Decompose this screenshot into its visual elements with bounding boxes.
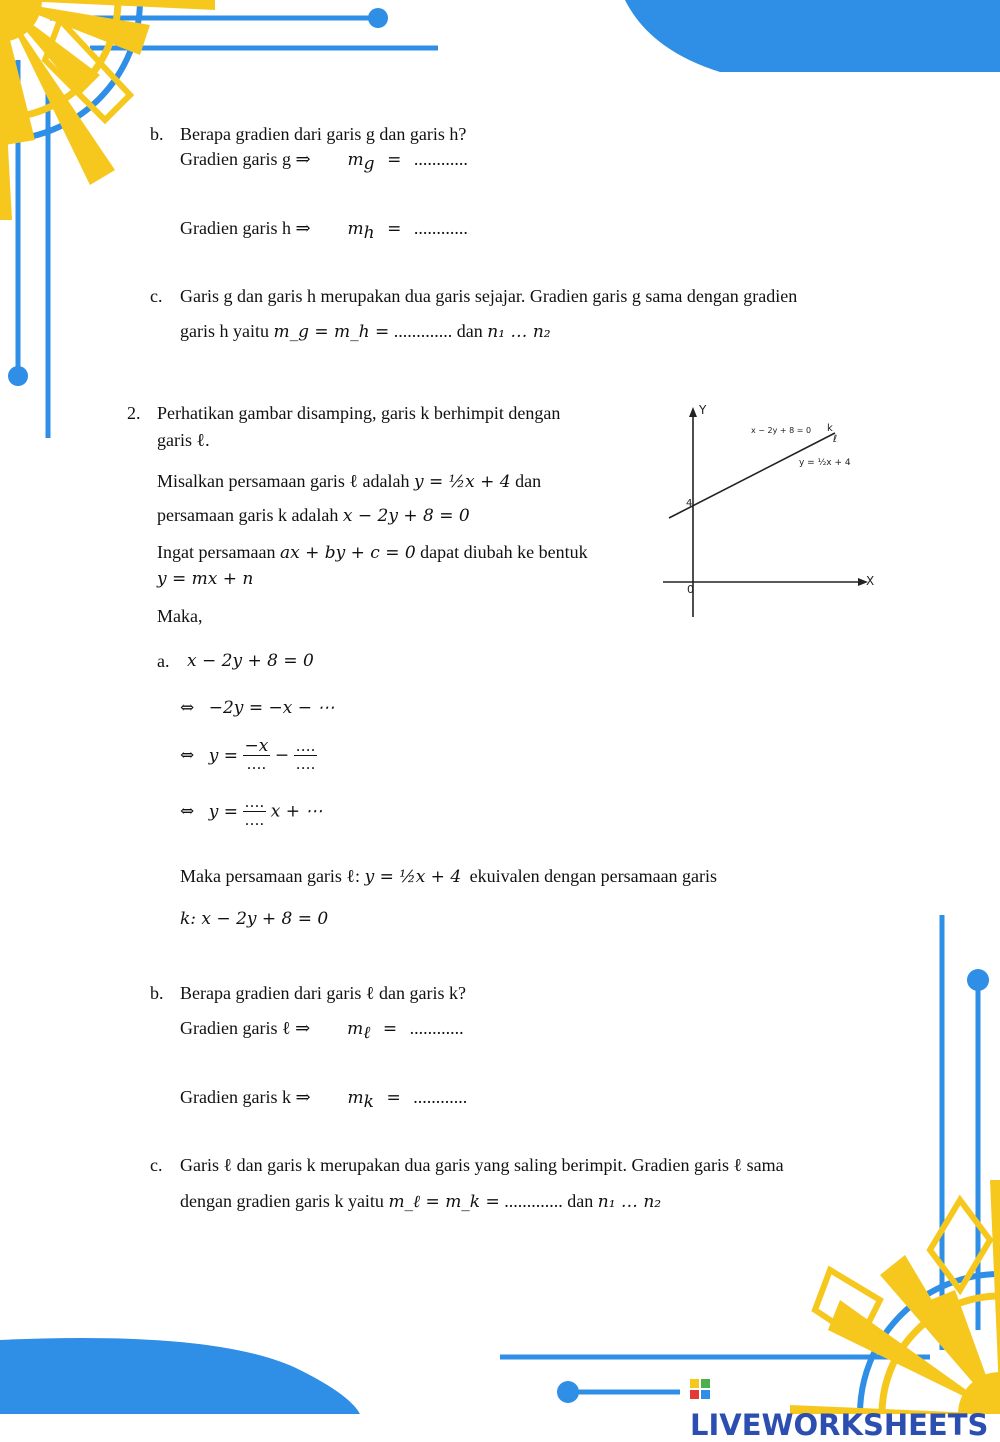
line-k-label: k xyxy=(827,423,833,434)
iff-1: ⇔ xyxy=(180,698,195,718)
item-c2-line2-text: dengan gradien garis k yaitu xyxy=(180,1191,384,1211)
eq-text3: persamaan garis k adalah xyxy=(157,505,339,525)
eq-k-graph-label: x − 2y + 8 = 0 xyxy=(751,426,812,435)
gradient-g-label: Gradien garis g ⇒ xyxy=(180,149,311,169)
gradient-g-row xyxy=(180,148,468,174)
step4-den[interactable]: …. xyxy=(244,811,265,829)
item-b1-label: b. xyxy=(150,124,164,144)
gradient-k-sub: k xyxy=(363,1092,374,1112)
eq-text1: Misalkan persamaan garis ℓ adalah xyxy=(157,471,410,491)
gradient-l-sub: ℓ xyxy=(363,1023,371,1043)
bottom-dot xyxy=(557,1381,579,1403)
conclusion1-eq: y = ½x + 4 xyxy=(364,867,462,887)
step4-frac xyxy=(243,794,267,829)
item-c1-math: m_g = m_h = xyxy=(273,322,390,342)
conclusion1-row xyxy=(180,865,717,888)
gradient-l-label: Gradien garis ℓ ⇒ xyxy=(180,1018,311,1038)
gradient-l-row xyxy=(180,1017,464,1043)
problem2-number: 2. xyxy=(127,403,141,423)
gradient-k-label: Gradien garis k ⇒ xyxy=(180,1087,311,1107)
item-c1-label: c. xyxy=(150,286,163,306)
top-left-sun xyxy=(0,0,215,220)
gradient-k-blank[interactable]: ............ xyxy=(413,1087,468,1107)
item-c2-n-relation: n₁ … n₂ xyxy=(597,1192,662,1212)
conclusion2: k: x − 2y + 8 = 0 xyxy=(180,909,329,929)
step3-frac1 xyxy=(243,738,271,773)
problem2-remember-line xyxy=(157,541,588,564)
x-axis-label: X xyxy=(866,574,875,588)
gradient-h-row xyxy=(180,217,468,243)
gradient-k-equals: = xyxy=(386,1088,401,1108)
top-dot xyxy=(368,8,388,28)
gradient-l-equals: = xyxy=(382,1019,398,1039)
line-graph xyxy=(655,395,890,630)
gradient-h-symbol: m xyxy=(347,219,364,239)
item-b2-label: b. xyxy=(150,983,164,1003)
step3-den2[interactable]: …. xyxy=(295,755,316,773)
step3-den1[interactable]: …. xyxy=(246,755,267,773)
step1: x − 2y + 8 = 0 xyxy=(187,651,314,671)
step3-num1: −x xyxy=(244,736,269,756)
conclusion1-text2: ekuivalen dengan persamaan garis xyxy=(469,866,718,886)
step2: −2y = −x − ⋯ xyxy=(208,698,335,718)
general-form: ax + by + c = 0 xyxy=(279,543,416,563)
step4-row xyxy=(180,794,322,829)
gradient-g-sub: g xyxy=(363,154,375,174)
eq-k: x − 2y + 8 = 0 xyxy=(342,506,470,526)
item-c1-line2 xyxy=(180,320,551,343)
liveworksheets-logo[interactable] xyxy=(690,1374,1000,1442)
gradient-k-row xyxy=(180,1086,468,1112)
gradient-g-equals: = xyxy=(387,150,402,170)
gradient-h-sub: h xyxy=(363,223,375,243)
item-c1-line2-text: garis h yaitu xyxy=(180,321,269,341)
gradient-h-equals: = xyxy=(387,219,402,239)
gradient-h-label: Gradien garis h ⇒ xyxy=(180,218,311,238)
gradient-g-symbol: m xyxy=(347,150,364,170)
gradient-g-blank[interactable]: ............ xyxy=(413,149,468,169)
step3-minus: − xyxy=(274,745,290,766)
line-l-label: ℓ xyxy=(833,434,838,445)
gradient-h-blank[interactable]: ............ xyxy=(413,218,468,238)
step3-row xyxy=(180,738,317,773)
y-axis-label: Y xyxy=(699,403,707,417)
gradient-l-blank[interactable]: ............ xyxy=(409,1018,464,1038)
maka-label: Maka, xyxy=(157,606,203,626)
step2-row xyxy=(180,696,334,719)
iff-3: ⇔ xyxy=(180,801,195,822)
remember-text2: dapat diubah ke bentuk xyxy=(420,542,588,562)
logo-mark-icon xyxy=(690,1379,710,1399)
item-c1-line1: Garis g dan garis h merupakan dua garis sejajar. Gradien garis g sama dengan gradien xyxy=(180,286,798,306)
logo-text: LIVEWORKSHEETS xyxy=(690,1408,989,1442)
item-b2-question: Berapa gradien dari garis ℓ dan garis k? xyxy=(180,983,467,1003)
eq-l-graph-label: y = ½x + 4 xyxy=(799,458,851,468)
item-c1-blank[interactable]: ............. xyxy=(393,321,453,341)
top-right-blob xyxy=(625,0,1000,72)
step3-frac2 xyxy=(294,738,318,773)
left-dot xyxy=(8,366,28,386)
gradient-k-symbol: m xyxy=(347,1088,364,1108)
eq-text2: dan xyxy=(515,471,542,491)
right-dot xyxy=(967,969,989,991)
item-c2-line1: Garis ℓ dan garis k merupakan dua garis yang saling berimpit. Gradien garis ℓ sama xyxy=(180,1155,784,1175)
step4-tail: x + ⋯ xyxy=(270,801,323,822)
bottom-left-blob xyxy=(0,1338,360,1414)
origin-label: 0 xyxy=(687,583,694,596)
slope-form: y = mx + n xyxy=(157,569,254,589)
step3-lhs: y = xyxy=(208,745,239,766)
conclusion1-text: Maka persamaan garis ℓ: xyxy=(180,866,361,886)
problem2-eq-line1 xyxy=(157,470,541,493)
step3-num2[interactable]: …. xyxy=(295,737,316,755)
item-c1-n-relation: n₁ … n₂ xyxy=(487,322,551,342)
item-c2-math: m_ℓ = m_k = xyxy=(388,1192,500,1212)
problem2-intro-line2: garis ℓ. xyxy=(157,430,210,450)
eq-l: y = ½x + 4 xyxy=(414,472,511,492)
steps-a-label: a. xyxy=(157,651,170,671)
item-c2-blank[interactable]: ............. xyxy=(504,1191,563,1211)
problem2-intro-line1: Perhatikan gambar disamping, garis k berhimpit dengan xyxy=(157,403,561,423)
problem2-eq-line2 xyxy=(157,504,470,527)
item-b1-question: Berapa gradien dari garis g dan garis h? xyxy=(180,124,467,144)
item-c2-label: c. xyxy=(150,1155,163,1175)
gradient-l-symbol: m xyxy=(347,1019,364,1039)
item-c1-dan: dan xyxy=(456,321,483,341)
y-intercept-label: 4 xyxy=(686,498,693,509)
step4-lhs: y = xyxy=(208,801,239,822)
remember-text: Ingat persamaan xyxy=(157,542,276,562)
item-c2-dan: dan xyxy=(567,1191,594,1211)
iff-2: ⇔ xyxy=(180,745,195,766)
step4-num[interactable]: …. xyxy=(244,793,265,811)
item-c2-line2 xyxy=(180,1190,661,1213)
